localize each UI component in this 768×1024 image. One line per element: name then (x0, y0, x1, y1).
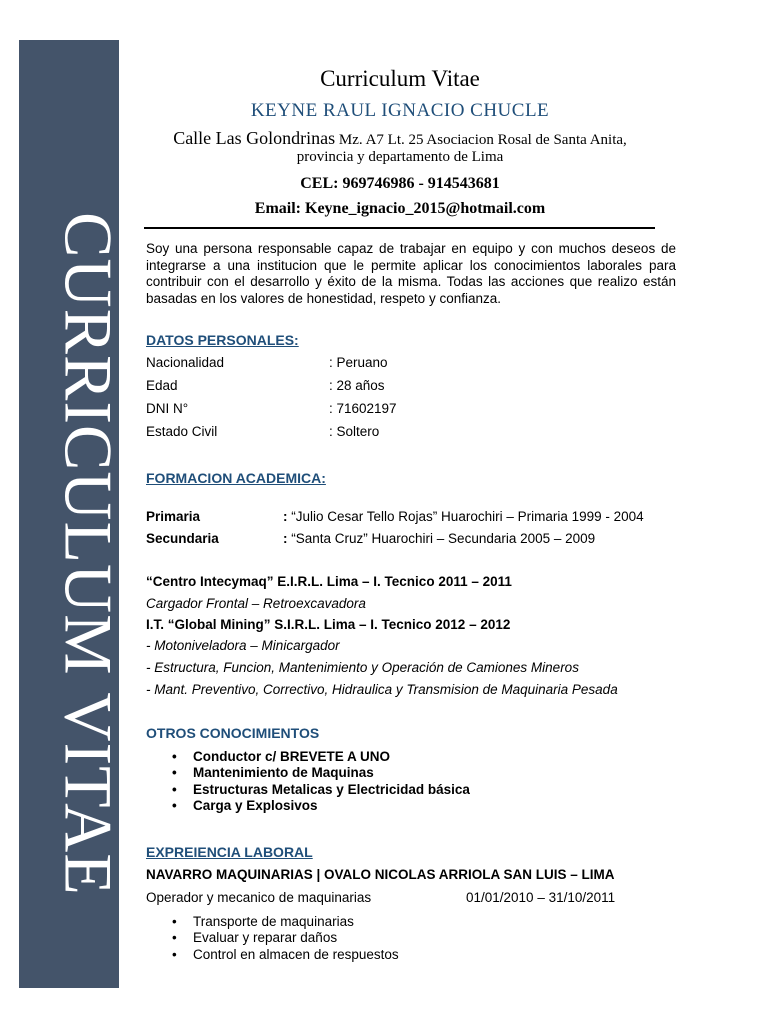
personal-label: DNI N° (146, 401, 189, 416)
list-item (146, 782, 646, 798)
personal-row (146, 401, 666, 421)
personal-row (146, 355, 666, 375)
job-role: Operador y mecanico de maquinarias (146, 890, 372, 905)
personal-value: : 71602197 (329, 401, 397, 416)
education-detail: “Santa Cruz” Huarochiri – Secundaria 2005 – 2009 (287, 531, 596, 546)
skill-text: Conductor c/ BREVETE A UNO (193, 749, 391, 764)
personal-row (146, 424, 666, 444)
personal-label: Estado Civil (146, 424, 218, 439)
job-role-row (146, 890, 666, 910)
education-value (283, 509, 644, 524)
technical-course-2-detail: - Estructura, Funcion, Mantenimiento y Operación de Camiones Mineros (146, 660, 579, 675)
list-item (146, 930, 646, 946)
address-rest: Mz. A7 Lt. 25 Asociacion Rosal de Santa Anita, (335, 132, 627, 148)
profile-summary: Soy una persona responsable capaz de trabajar en equipo y con muchos deseos de integrarse a una institucion que le permite aplicar los conocimientos laborales para contribuir con el desarrollo y éxito de la misma. Todas las acciones que realizo están basadas en los valores de honestidad, respeto y confianza. (146, 241, 676, 306)
bullet-icon: • (172, 765, 177, 781)
job-company: NAVARRO MAQUINARIAS | OVALO NICOLAS ARRIOLA SAN LUIS – LIMA (146, 867, 615, 882)
education-secundaria (146, 531, 706, 551)
person-name: KEYNE RAUL IGNACIO CHUCLE (250, 100, 550, 121)
personal-value: : Soltero (329, 424, 380, 439)
skill-text: Estructuras Metalicas y Electricidad básica (193, 781, 470, 797)
skills-list (146, 749, 646, 814)
bullet-icon: • (172, 749, 177, 764)
education-label: Secundaria (146, 531, 219, 546)
email: Email: Keyne_ignacio_2015@hotmail.com (254, 200, 546, 217)
technical-course-2-detail: - Mant. Preventivo, Correctivo, Hidraulica y Transmision de Maquinaria Pesada (146, 682, 618, 697)
list-item (146, 914, 646, 930)
education-value (283, 531, 595, 546)
technical-course-1: “Centro Intecymaq” E.I.R.L. Lima – I. Tecnico 2011 – 2011 (146, 574, 512, 589)
header-divider (144, 227, 655, 229)
bullet-icon: • (172, 781, 177, 797)
technical-course-1-detail: Cargador Frontal – Retroexcavadora (146, 596, 366, 611)
education-colon: : (283, 509, 288, 524)
education-primaria (146, 509, 706, 529)
job-dates: 01/01/2010 – 31/10/2011 (466, 890, 616, 905)
education-label: Primaria (146, 509, 201, 524)
sidebar-title: CURRICULUM VITAE (50, 212, 127, 896)
list-item (146, 798, 646, 814)
personal-label: Edad (146, 378, 178, 393)
document-title: Curriculum Vitae (320, 66, 480, 91)
personal-row (146, 378, 666, 398)
section-title-datos-personales: DATOS PERSONALES: (146, 332, 299, 348)
education-colon: : (283, 531, 288, 546)
sidebar-band (19, 40, 127, 988)
skill-text: Mantenimiento de Maquinas (193, 765, 374, 781)
list-item (146, 749, 646, 765)
list-item (146, 947, 646, 963)
education-detail: “Julio Cesar Tello Rojas” Huarochiri – Primaria 1999 - 2004 (287, 509, 644, 524)
personal-value: : 28 años (329, 378, 385, 393)
address-street: Calle Las Golondrinas (173, 128, 336, 148)
skill-text: Carga y Explosivos (193, 797, 318, 813)
section-title-formacion: FORMACION ACADEMICA: (146, 470, 326, 486)
task-text: Transporte de maquinarias (193, 914, 354, 929)
technical-course-2-detail: - Motoniveladora – Minicargador (146, 638, 340, 653)
phone-numbers: CEL: 969746986 - 914543681 (300, 175, 500, 192)
task-text: Control en almacen de respuestos (193, 946, 399, 962)
section-title-otros: OTROS CONOCIMIENTOS (146, 725, 320, 741)
bullet-icon: • (172, 946, 177, 962)
technical-course-2: I.T. “Global Mining” S.I.R.L. Lima – I. Tecnico 2012 – 2012 (146, 617, 511, 632)
personal-label: Nacionalidad (146, 355, 225, 370)
bullet-icon: • (172, 914, 177, 929)
job-tasks-list (146, 914, 646, 963)
address-line2: provincia y departamento de Lima (296, 149, 504, 165)
bullet-icon: • (172, 797, 177, 813)
list-item (146, 765, 646, 781)
section-title-experiencia: EXPREIENCIA LABORAL (146, 844, 313, 860)
personal-value: : Peruano (329, 355, 388, 370)
bullet-icon: • (172, 930, 177, 946)
task-text: Evaluar y reparar daños (193, 930, 338, 946)
address (140, 130, 660, 166)
